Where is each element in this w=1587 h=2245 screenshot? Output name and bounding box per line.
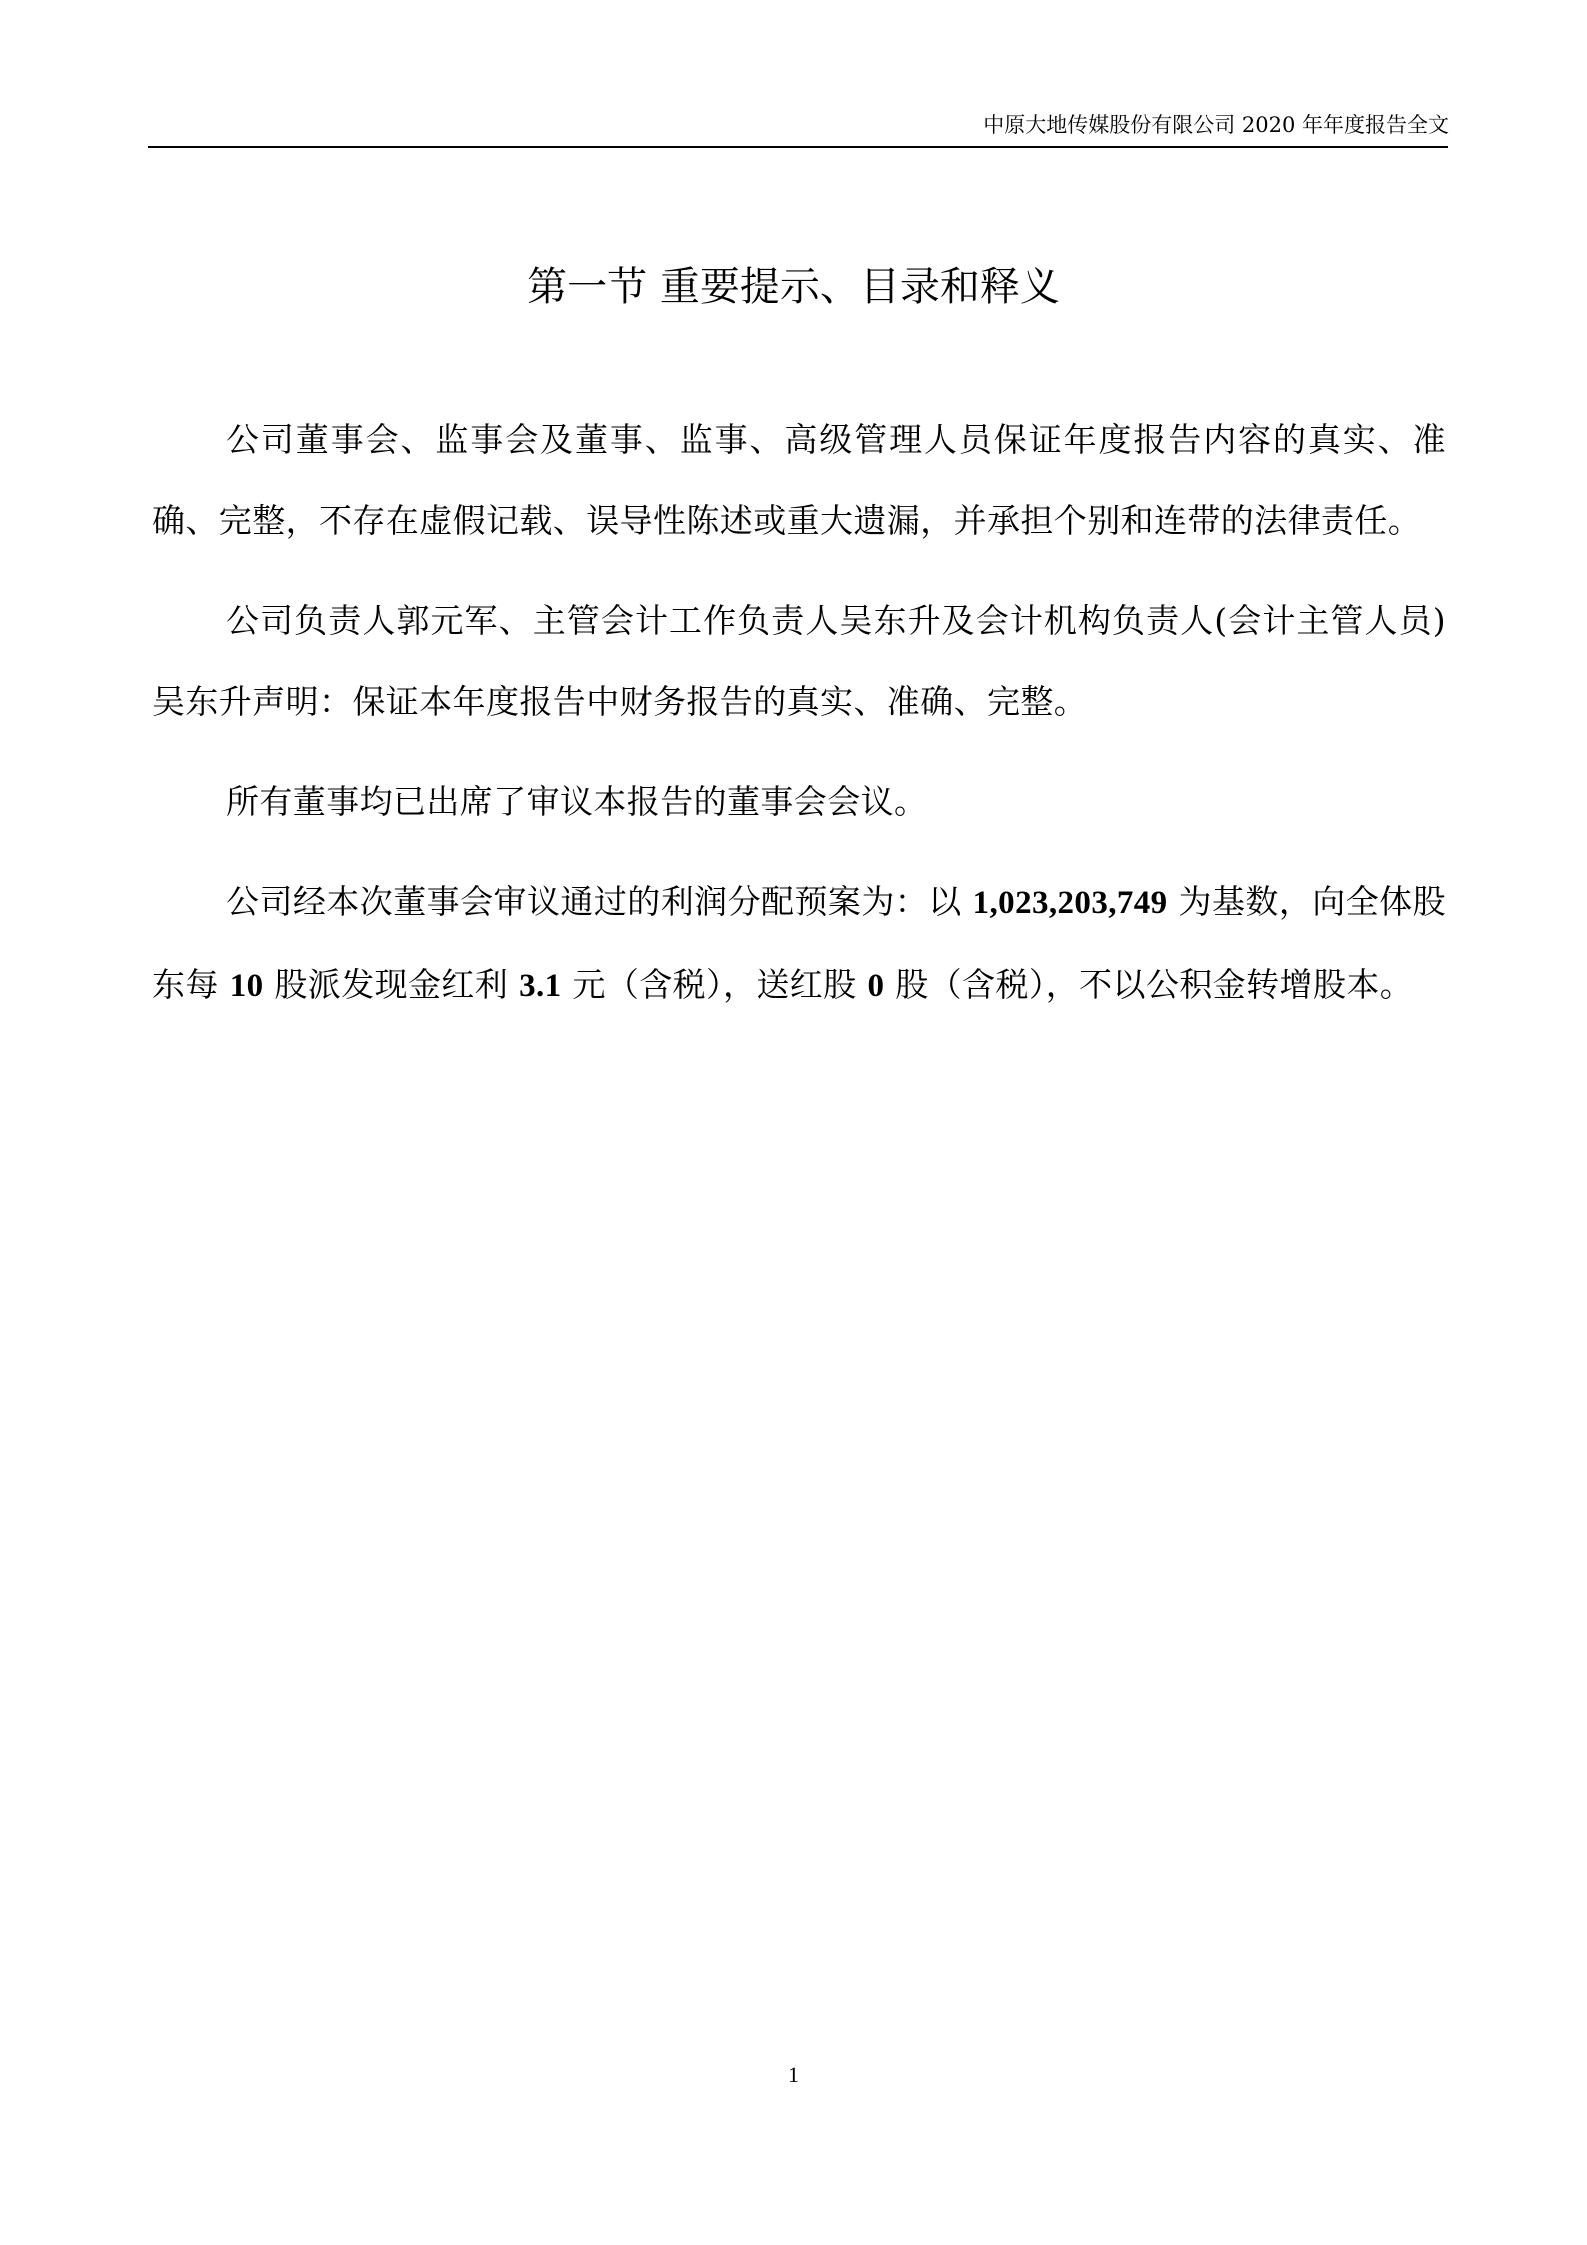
running-header: 中原大地传媒股份有限公司 2020 年年度报告全文 xyxy=(983,113,1449,137)
per-share-unit: 10 xyxy=(229,968,264,1004)
section-title: 第一节 重要提示、目录和释义 xyxy=(527,264,1060,310)
text-segment: 股（含税），不以公积金转增股本。 xyxy=(884,965,1414,1004)
cash-dividend-amount: 3.1 xyxy=(519,968,562,1004)
text-segment: 公司经本次董事会审议通过的利润分配预案为：以 xyxy=(226,882,973,921)
text-segment: 元（含税），送红股 xyxy=(561,965,868,1004)
paragraph-profit-distribution xyxy=(152,861,1446,1027)
paragraph-board-responsibility: 公司董事会、监事会及董事、监事、高级管理人员保证年度报告内容的真实、准确、完整，不存在虚假记载、误导性陈述或重大遗漏，并承担个别和连带的法律责任。 xyxy=(152,420,1446,540)
paragraph-board-attendance: 所有董事均已出席了审议本报告的董事会会议。 xyxy=(226,782,928,821)
page-number: 1 xyxy=(788,2062,799,2087)
body-text xyxy=(152,399,1446,1046)
text-segment: 为基数，向全体股东每 xyxy=(152,882,1446,1004)
paragraph-financial-statement-declaration: 公司负责人郭元军、主管会计工作负责人吴东升及会计机构负责人(会计主管人员)吴东升声明：保证本年度报告中财务报告的真实、准确、完整。 xyxy=(152,601,1446,721)
base-share-count: 1,023,203,749 xyxy=(972,885,1168,921)
text-segment: 股派发现金红利 xyxy=(263,965,520,1004)
bonus-share-count: 0 xyxy=(867,968,885,1004)
header-divider xyxy=(148,146,1448,148)
